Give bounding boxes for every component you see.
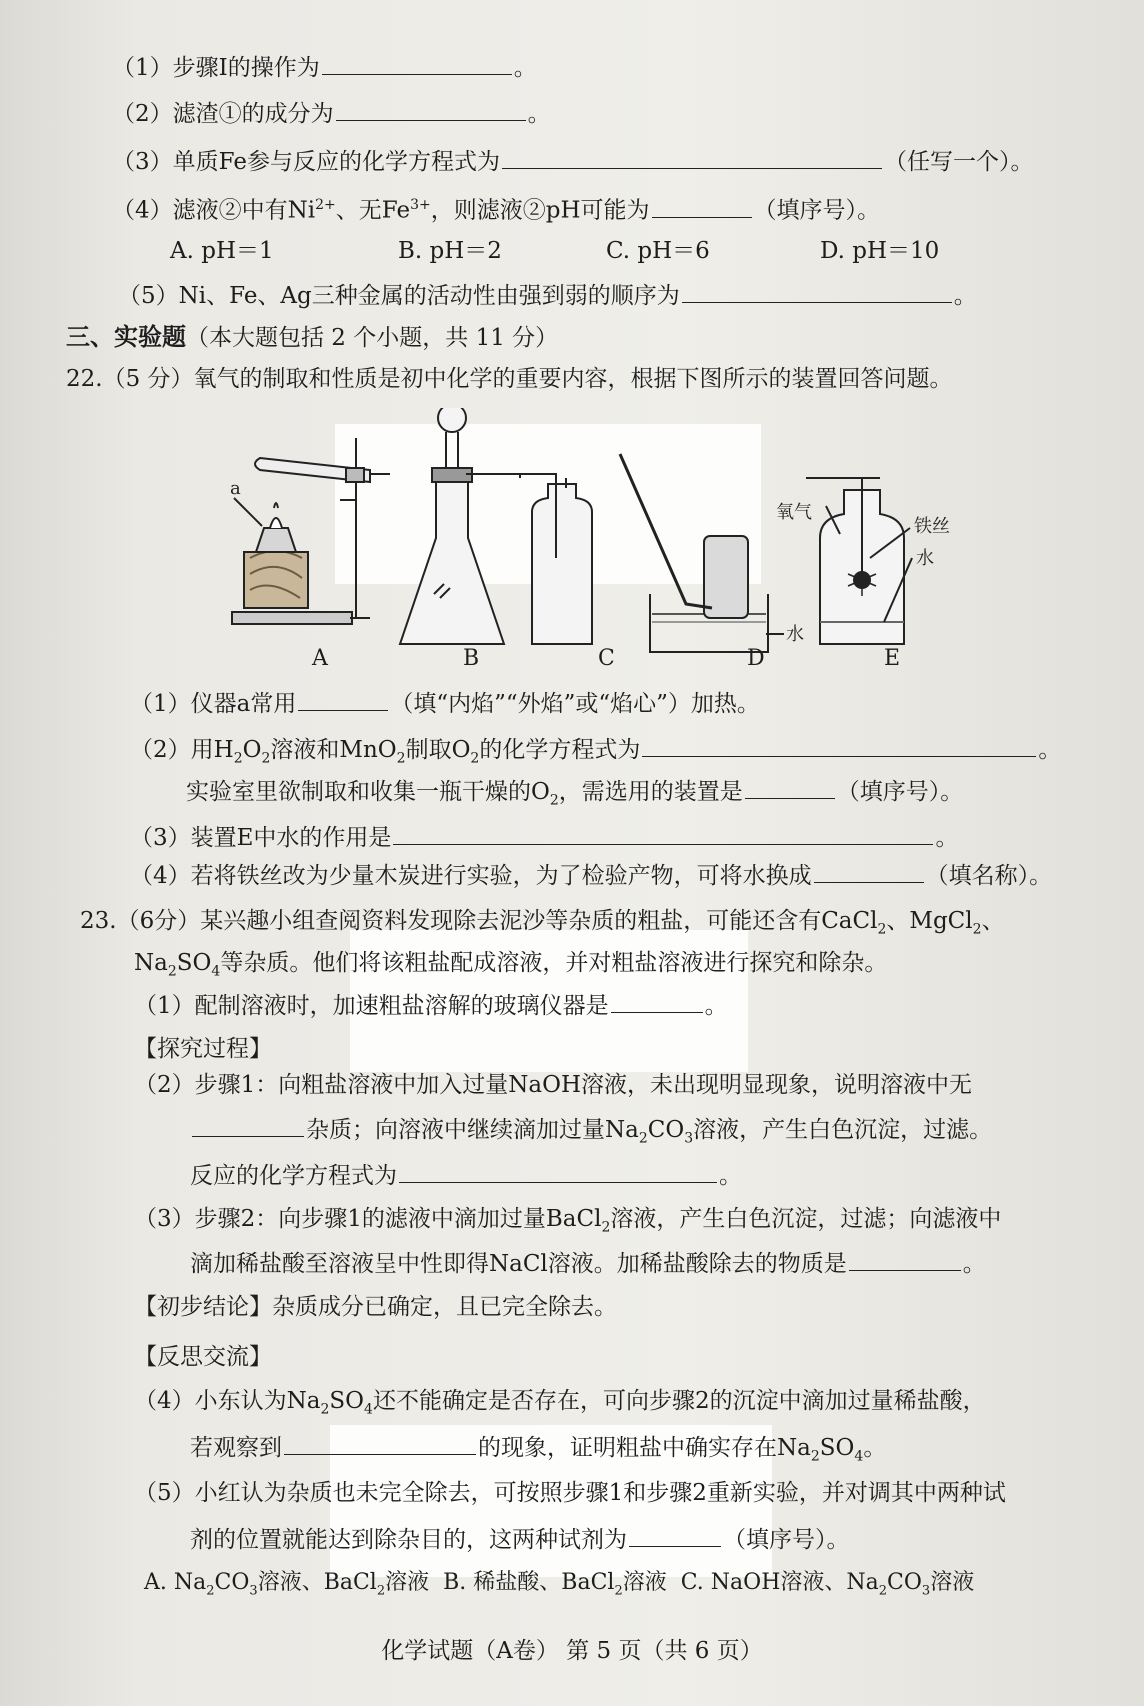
q23-part2: （2）步骤1：向粗盐溶液中加入过量NaOH溶液，未出现明显现象，说明溶液中无 bbox=[134, 1072, 973, 1098]
q21-options bbox=[170, 236, 939, 266]
apparatus-b bbox=[400, 408, 520, 644]
q22-part1: （1）仪器a常用 （填“内焰”“外焰”或“焰心”）加热。 bbox=[130, 688, 760, 719]
answer-blank[interactable] bbox=[849, 1248, 961, 1271]
q21-part3: （3）单质Fe参与反应的化学方程式为 （任写一个）。 bbox=[112, 146, 1033, 177]
apparatus-label-d: D bbox=[747, 646, 765, 671]
answer-blank[interactable] bbox=[192, 1114, 304, 1137]
q23-part4-line2: 若观察到 的现象，证明粗盐中确实存在$Na_2SO_4$。 bbox=[190, 1432, 886, 1472]
answer-blank[interactable] bbox=[393, 822, 933, 845]
answer-blank[interactable] bbox=[682, 280, 952, 303]
q23-intro-line2: $Na_2SO_4$等杂质。他们将该粗盐配成溶液，并对粗盐溶液进行探究和除杂。 bbox=[134, 950, 888, 980]
label-water-d: 水 bbox=[786, 624, 804, 645]
q22-part3: （3）装置E中水的作用是 。 bbox=[130, 822, 958, 853]
answer-blank[interactable] bbox=[284, 1432, 476, 1455]
answer-blank[interactable] bbox=[745, 776, 835, 799]
q23-options bbox=[144, 1568, 974, 1606]
explore-heading: 【探究过程】 bbox=[134, 1036, 272, 1062]
answer-blank[interactable] bbox=[814, 860, 924, 883]
option-c[interactable]: C. pH＝6 bbox=[606, 238, 710, 264]
apparatus-a bbox=[232, 438, 390, 624]
q21-part1: （1）步骤Ⅰ的操作为 。 bbox=[112, 52, 537, 83]
answer-blank[interactable] bbox=[399, 1160, 717, 1183]
q22-part4: （4）若将铁丝改为少量木炭进行实验，为了检验产物，可将水换成 （填名称）。 bbox=[130, 860, 1052, 891]
apparatus-d bbox=[620, 454, 784, 652]
q23-part2-line2: 杂质；向溶液中继续滴加过量$Na_2CO_3$溶液，产生白色沉淀，过滤。 bbox=[190, 1114, 992, 1154]
option-b[interactable]: B. 稀盐酸、BaCl$_2$溶液 bbox=[443, 1570, 667, 1599]
option-a[interactable]: A. $Na_2CO_3$溶液、BaCl$_2$溶液 bbox=[144, 1570, 430, 1599]
reflect-heading: 【反思交流】 bbox=[134, 1344, 272, 1370]
q23-part2-line3: 反应的化学方程式为 。 bbox=[190, 1160, 742, 1191]
q23-part5: （5）小红认为杂质也未完全除去，可按照步骤1和步骤2重新实验，并对调其中两种试 bbox=[134, 1480, 1006, 1506]
q23-part4: （4）小东认为$Na_2SO_4$还不能确定是否存在，可向步骤2的沉淀中滴加过量稀盐酸， bbox=[134, 1388, 986, 1418]
q21-part4: （4）滤液②中有$Ni^{2+}$、无$Fe^{3+}$，则滤液②pH可能为 （填序号）。 bbox=[112, 190, 880, 226]
apparatus-e bbox=[806, 478, 912, 644]
q23-intro: 23.（6分）某兴趣小组查阅资料发现除去泥沙等杂质的粗盐，可能还含有CaCl$_2$、MgCl$_2$、 bbox=[80, 908, 1005, 938]
label-iron-wire: 铁丝 bbox=[914, 516, 950, 537]
label-a: a bbox=[230, 478, 241, 499]
answer-blank[interactable] bbox=[322, 52, 512, 75]
answer-blank[interactable] bbox=[298, 688, 388, 711]
q23-part3-line2: 滴加稀盐酸至溶液呈中性即得NaCl溶液。加稀盐酸除去的物质是 。 bbox=[190, 1248, 986, 1279]
apparatus-c bbox=[510, 474, 592, 644]
apparatus-label-e: E bbox=[884, 646, 901, 671]
q23-part5-line2: 剂的位置就能达到除杂目的，这两种试剂为 （填序号）。 bbox=[190, 1524, 850, 1555]
answer-blank[interactable] bbox=[642, 734, 1036, 757]
q21-part2: （2）滤渣①的成分为 。 bbox=[112, 98, 551, 129]
answer-blank[interactable] bbox=[629, 1524, 721, 1547]
apparatus-label-b: B bbox=[463, 646, 480, 671]
option-b[interactable]: B. pH＝2 bbox=[398, 238, 502, 264]
page-footer: 化学试题（A卷） 第 5 页（共 6 页） bbox=[381, 1638, 763, 1664]
answer-blank[interactable] bbox=[502, 146, 882, 169]
label-water-e: 水 bbox=[916, 548, 934, 569]
option-d[interactable]: D. pH＝10 bbox=[820, 238, 940, 264]
apparatus-diagram bbox=[220, 408, 1120, 668]
q21-part5: （5）Ni、Fe、Ag三种金属的活动性由强到弱的顺序为 。 bbox=[118, 280, 977, 311]
answer-blank[interactable] bbox=[336, 98, 526, 121]
option-a[interactable]: A. pH＝1 bbox=[170, 238, 274, 264]
q23-part3: （3）步骤2：向步骤1的滤液中滴加过量BaCl$_2$溶液，产生白色沉淀，过滤；向滤液中 bbox=[134, 1206, 1002, 1236]
q22-intro: 22.（5 分）氧气的制取和性质是初中化学的重要内容，根据下图所示的装置回答问题。 bbox=[66, 366, 953, 392]
q22-part2: （2）用$H_2O_2$溶液和MnO$_2$制取$O_2$的化学方程式为 。 bbox=[130, 734, 1061, 774]
option-c[interactable]: C. NaOH溶液、$Na_2CO_3$溶液 bbox=[680, 1570, 975, 1599]
section-heading: 三、实验题（本大题包括 2 个小题，共 11 分） bbox=[66, 322, 559, 351]
conclusion: 【初步结论】杂质成分已确定，且已完全除去。 bbox=[134, 1294, 617, 1320]
apparatus-label-a: A bbox=[312, 646, 328, 671]
q23-part1: （1）配制溶液时，加速粗盐溶解的玻璃仪器是 。 bbox=[134, 990, 728, 1021]
answer-blank[interactable] bbox=[611, 990, 703, 1013]
label-oxygen: 氧气 bbox=[776, 502, 812, 523]
q22-part2-line2: 实验室里欲制取和收集一瓶干燥的$O_2$，需选用的装置是 （填序号）。 bbox=[186, 776, 963, 816]
answer-blank[interactable] bbox=[652, 195, 752, 218]
apparatus-label-c: C bbox=[598, 646, 615, 671]
